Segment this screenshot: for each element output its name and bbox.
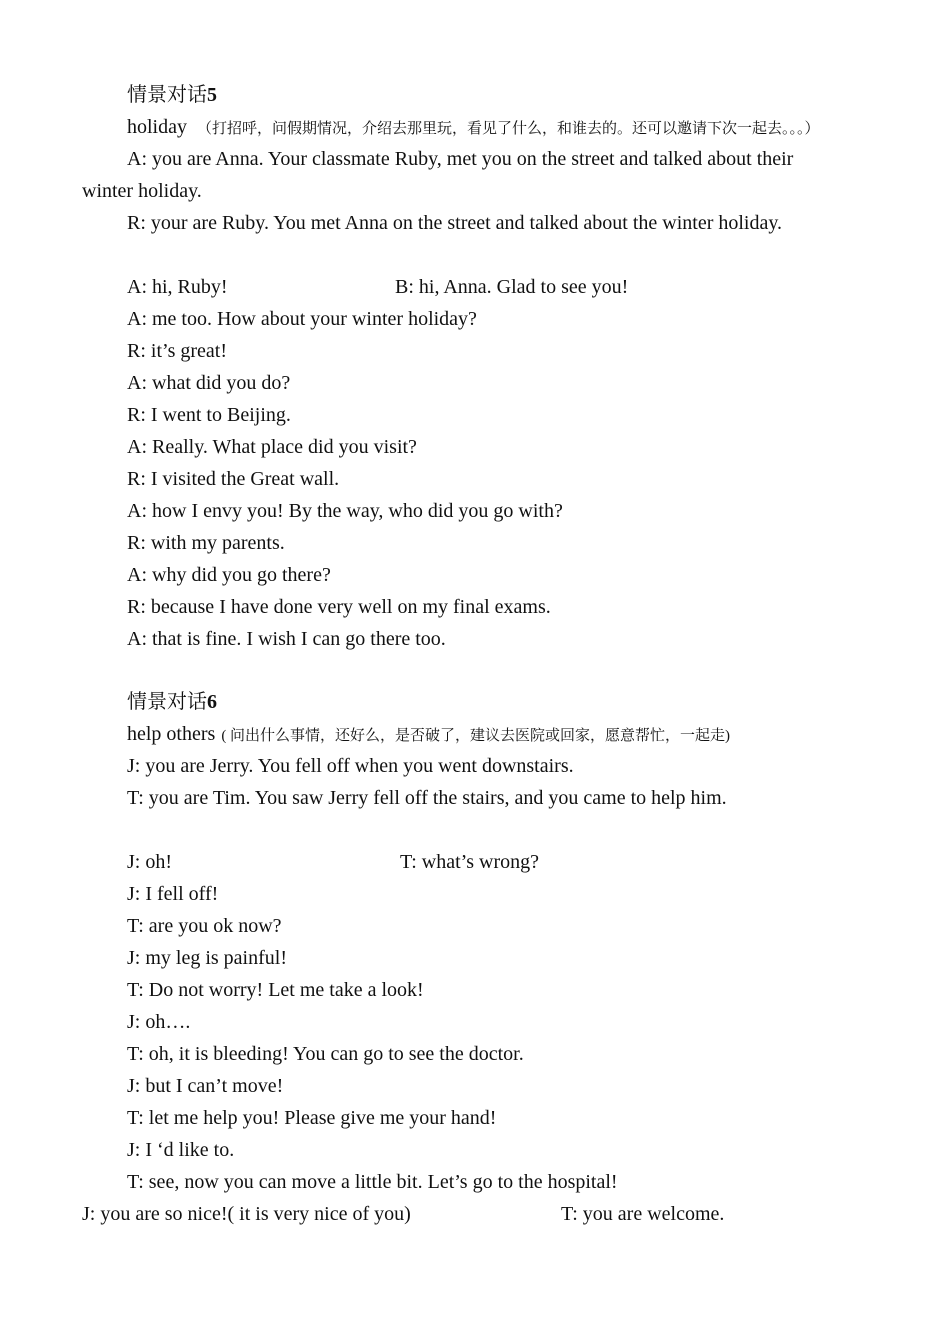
section5-title-num: 5 (207, 84, 217, 106)
section5-note: （打招呼，问假期情况，介绍去那里玩，看见了什么，和谁去的。还可以邀请下次一起去。。。） (197, 121, 820, 137)
dialogue-line: J: I fell off! (127, 883, 219, 905)
section6-note: ( 问出什么事情，还好么，是否破了，建议去医院或回家，愿意帮忙，一起走) (221, 728, 731, 744)
dialogue-line: J: I ‘d like to. (127, 1139, 235, 1161)
dialogue-line: A: what did you do? (127, 372, 291, 394)
section6-first-t: T: what’s wrong? (400, 851, 539, 873)
dialogue-line: R: I went to Beijing. (127, 404, 291, 426)
dialogue-line: T: are you ok now? (127, 915, 282, 937)
dialogue-line: T: let me help you! Please give me your hand! (127, 1107, 497, 1129)
dialogue-line: R: with my parents. (127, 532, 285, 554)
section6-first-j: J: oh! (127, 851, 172, 873)
section5-first-a: A: hi, Ruby! (127, 276, 228, 298)
dialogue-line: R: I visited the Great wall. (127, 468, 340, 490)
dialogue-line: A: how I envy you! By the way, who did you go with? (127, 500, 563, 522)
section6-topic-line (127, 718, 730, 752)
dialogue-line: J: my leg is painful! (127, 947, 287, 969)
dialogue-line: A: why did you go there? (127, 564, 331, 586)
section5-first-b: B: hi, Anna. Glad to see you! (395, 276, 629, 298)
section6-title-cn: 情景对话 (127, 691, 207, 713)
section6-role-j: J: you are Jerry. You fell off when you went downstairs. (127, 755, 574, 777)
section6-last-t: T: you are welcome. (561, 1203, 725, 1225)
section5-topic-line (127, 111, 820, 145)
section6-title (127, 686, 217, 718)
dialogue-line: A: Really. What place did you visit? (127, 436, 417, 458)
dialogue-line: A: me too. How about your winter holiday? (127, 308, 477, 330)
section6-topic: help others (127, 723, 216, 745)
section6-last-j: J: you are so nice!( it is very nice of you) (82, 1203, 411, 1225)
section5-role-a-1: A: you are Anna. Your classmate Ruby, met you on the street and talked about their (127, 148, 794, 170)
dialogue-line: R: it’s great! (127, 340, 227, 362)
section5-title (127, 79, 217, 111)
section6-role-t: T: you are Tim. You saw Jerry fell off the stairs, and you came to help him. (127, 787, 727, 809)
dialogue-line: T: oh, it is bleeding! You can go to see the doctor. (127, 1043, 524, 1065)
dialogue-line: T: Do not worry! Let me take a look! (127, 979, 424, 1001)
section5-role-a-2: winter holiday. (82, 180, 202, 202)
section5-topic: holiday (127, 116, 187, 138)
section5-role-r: R: your are Ruby. You met Anna on the street and talked about the winter holiday. (127, 212, 783, 234)
dialogue-line: T: see, now you can move a little bit. Let’s go to the hospital! (127, 1171, 618, 1193)
section6-title-num: 6 (207, 691, 217, 713)
dialogue-line: J: but I can’t move! (127, 1075, 284, 1097)
section5-title-cn: 情景对话 (127, 84, 207, 106)
dialogue-line: R: because I have done very well on my final exams. (127, 596, 551, 618)
dialogue-line: J: oh…. (127, 1011, 191, 1033)
dialogue-line: A: that is fine. I wish I can go there too. (127, 628, 446, 650)
